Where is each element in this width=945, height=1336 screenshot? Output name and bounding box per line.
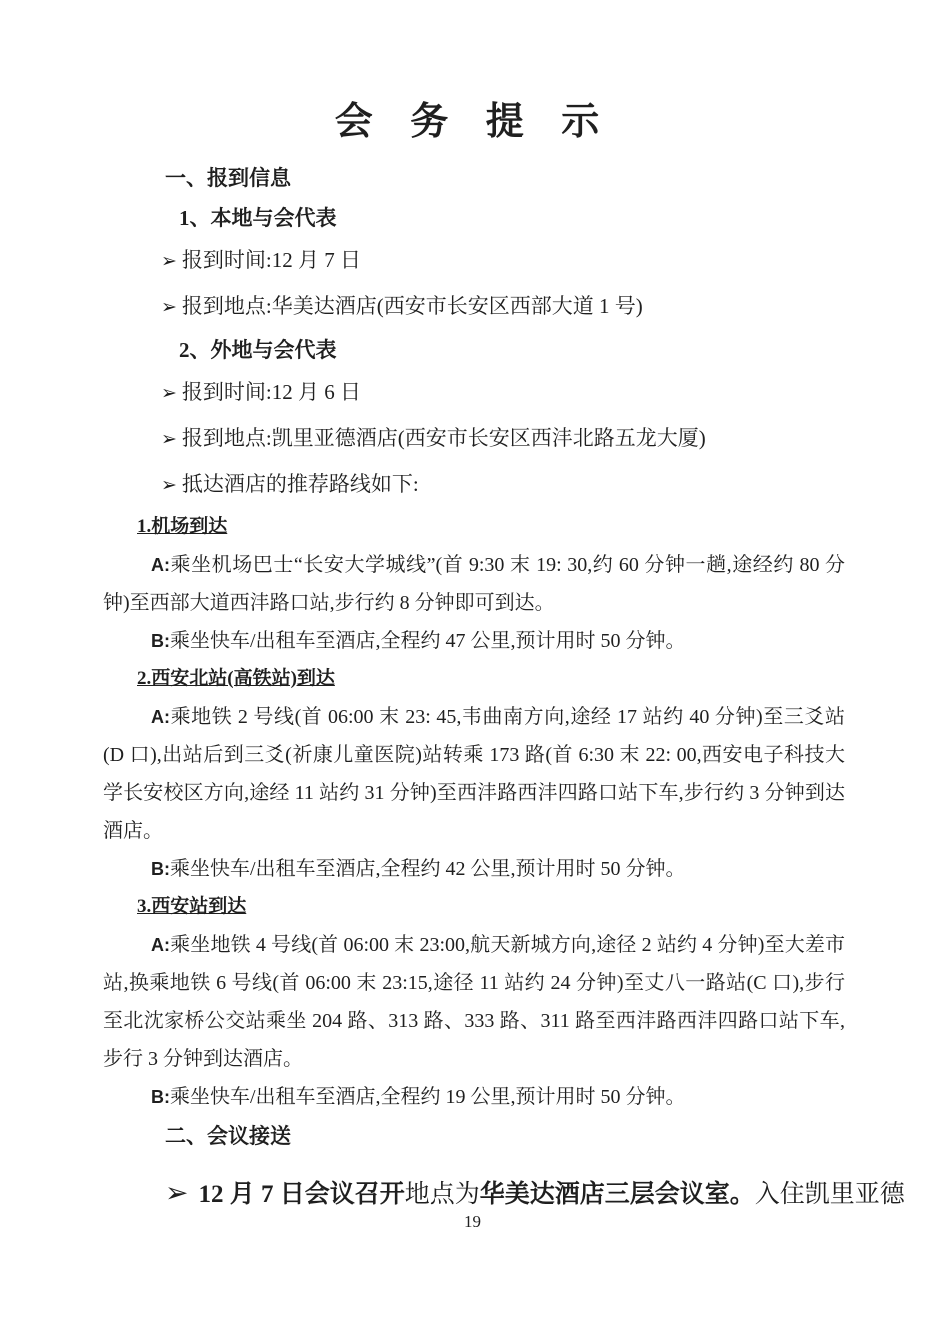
meeting-location-label: 地点为: [404, 1181, 480, 1208]
section-heading-meeting-shuttle: 二、会议接送: [165, 1124, 291, 1148]
subsection-heading-local-delegates: 1、本地与会代表: [179, 206, 337, 230]
arrow-bullet-icon: ➢: [161, 382, 177, 404]
route-paragraph-xian-station-b: [103, 1078, 845, 1116]
route-paragraph-airport-a: [103, 546, 845, 622]
route-heading-text: 2.西安北站(高铁站)到达: [137, 668, 335, 689]
option-b-prefix: B:: [151, 631, 170, 651]
list-item-text: 报到时间:12 月 7 日: [181, 248, 362, 272]
meeting-venue-bold: 华美达酒店三层会议室。: [479, 1181, 755, 1208]
option-a-prefix: A:: [151, 935, 170, 955]
route-paragraph-north-station-a: [103, 698, 845, 850]
list-item-text: 报到时间:12 月 6 日: [181, 380, 362, 404]
option-a-prefix: A:: [151, 707, 170, 727]
route-heading-text: 3.西安站到达: [137, 896, 247, 917]
page-title: 会 务 提 示: [334, 101, 614, 143]
meeting-date-bold: 12 月 7 日会议召开: [198, 1181, 405, 1208]
arrow-bullet-icon: ➢: [165, 1176, 189, 1209]
route-paragraph-north-station-b: [103, 850, 845, 888]
list-item-text: 抵达酒店的推荐路线如下:: [181, 472, 419, 496]
page-number: 19: [464, 1212, 481, 1231]
route-text: 乘坐快车/出租车至酒店,全程约 42 公里,预计用时 50 分钟。: [170, 858, 686, 880]
section-heading-checkin-info: 一、报到信息: [165, 166, 291, 190]
route-heading-text: 1.机场到达: [137, 516, 228, 537]
list-item-checkin-time-local: [103, 238, 845, 284]
arrow-bullet-icon: ➢: [161, 296, 177, 318]
route-text: 乘坐机场巴士“长安大学城线”(首 9:30 末 19: 30,约 60 分钟一趟,途经约 80 分钟)至西部大道西沣路口站,步行约 8 分钟即可到达。: [103, 554, 845, 614]
subsection-heading-nonlocal-delegates: 2、外地与会代表: [179, 338, 337, 362]
route-text: 乘坐快车/出租车至酒店,全程约 19 公里,预计用时 50 分钟。: [170, 1086, 686, 1108]
option-a-prefix: A:: [151, 555, 170, 575]
route-text: 乘坐快车/出租车至酒店,全程约 47 公里,预计用时 50 分钟。: [170, 630, 686, 652]
list-item-recommended-routes: [103, 462, 845, 508]
list-item-text: 报到地点:华美达酒店(西安市长安区西部大道 1 号): [181, 294, 643, 318]
route-heading-airport: [103, 508, 845, 546]
meeting-stay-text: 入住凯里亚德: [754, 1181, 905, 1208]
route-heading-xian-station: [103, 888, 845, 926]
list-item-checkin-place-local: [103, 284, 845, 330]
option-b-prefix: B:: [151, 1087, 170, 1107]
route-text: 乘坐地铁 4 号线(首 06:00 末 23:00,航天新城方向,途径 2 站约 4 分钟)至大差市站,换乘地铁 6 号线(首 06:00 末 23:15,途径 11 站约 24 分钟)至丈八一路站(C 口),步行至北沈家桥公交站乘坐 204 路、313 路、333 路、311 路至西沣路西沣四路口站下车,步行 3 分钟到达酒店。: [103, 934, 845, 1070]
route-paragraph-airport-b: [103, 622, 845, 660]
option-b-prefix: B:: [151, 859, 170, 879]
arrow-bullet-icon: ➢: [161, 428, 177, 450]
route-text: 乘地铁 2 号线(首 06:00 末 23: 45,韦曲南方向,途经 17 站约 40 分钟)至三爻站(D 口),出站后到三爻(祈康儿童医院)站转乘 173 路(首 6:30 末 22: 00,西安电子科技大学长安校区方向,途经 11 站约 31 分钟)至西沣路西沣四路口站下车,步行约 3 分钟到达酒店。: [103, 706, 845, 842]
route-paragraph-xian-station-a: [103, 926, 845, 1078]
route-heading-north-station: [103, 660, 845, 698]
list-item-checkin-time-nonlocal: [103, 370, 845, 416]
list-item-text: 报到地点:凯里亚德酒店(西安市长安区西沣北路五龙大厦): [181, 426, 706, 450]
arrow-bullet-icon: ➢: [161, 250, 177, 272]
arrow-bullet-icon: ➢: [161, 474, 177, 496]
list-item-checkin-place-nonlocal: [103, 416, 845, 462]
